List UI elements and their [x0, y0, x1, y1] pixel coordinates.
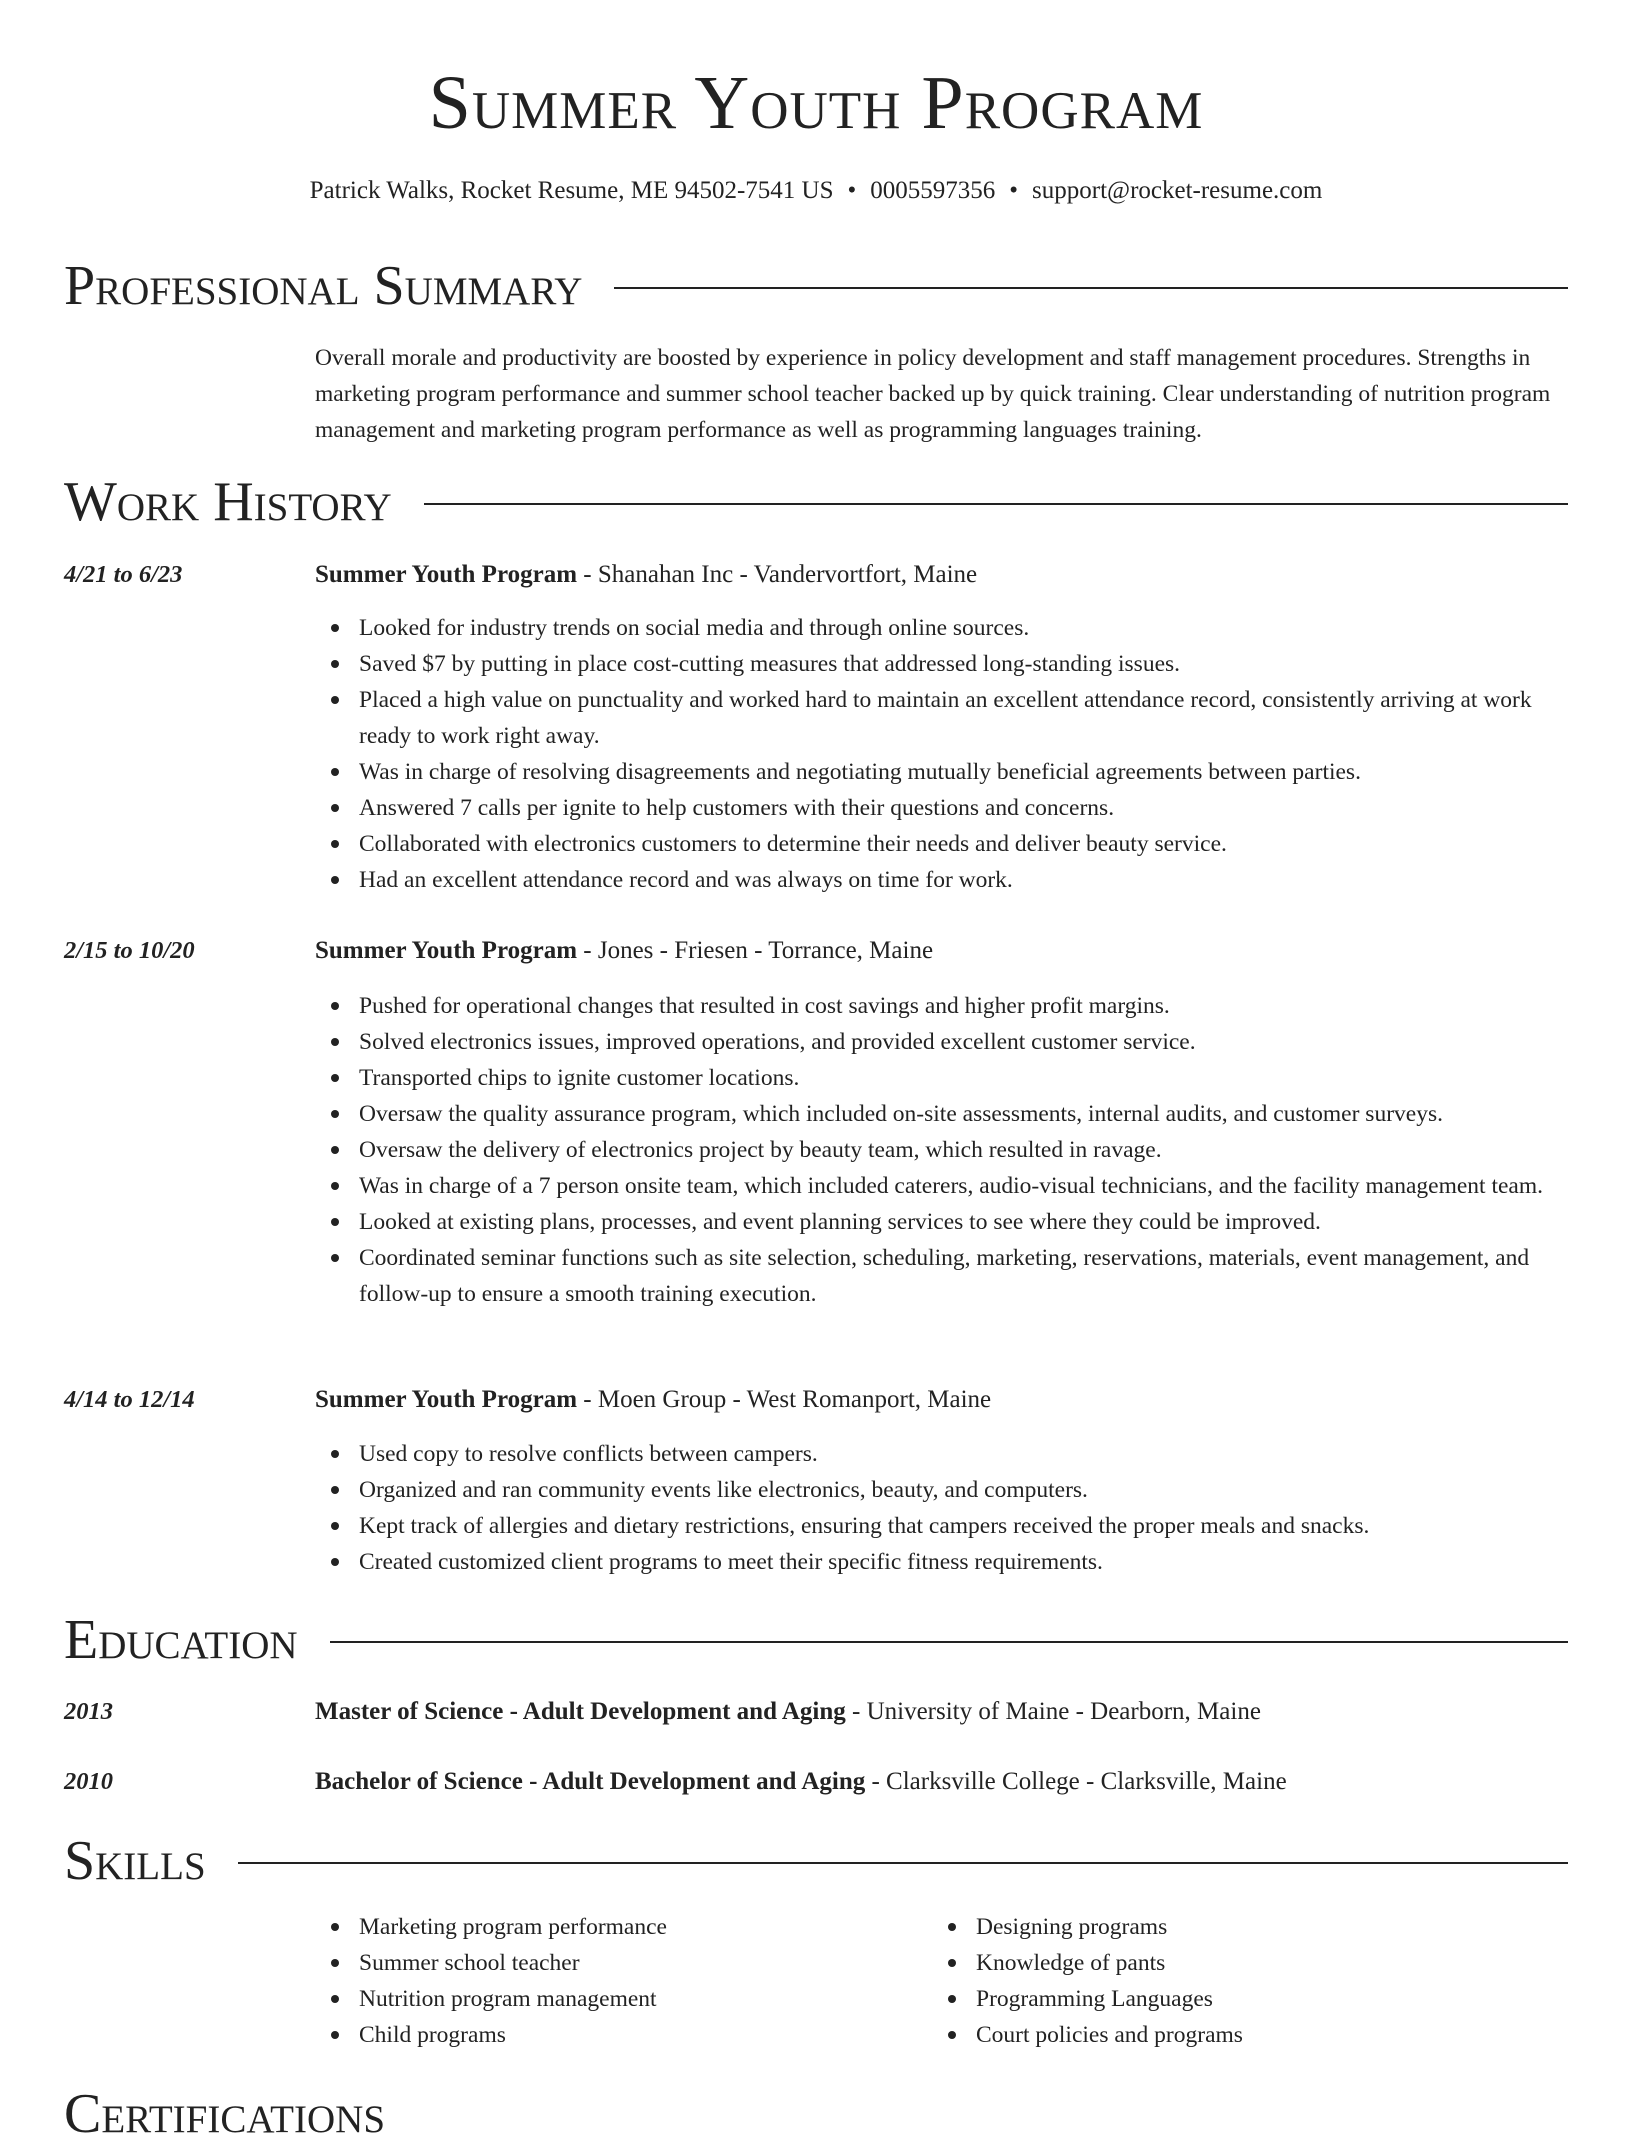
contact-email: support@rocket-resume.com — [1032, 177, 1323, 204]
education-section-header — [64, 1608, 1568, 1672]
job-title: Summer Youth Program — [315, 937, 578, 964]
education-degree: Bachelor of Science - Adult Development and Aging — [315, 1768, 866, 1795]
job-title: Summer Youth Program — [315, 561, 578, 588]
job-employer: - Shanahan Inc - Vandervortfort, Maine — [577, 561, 978, 588]
skill-item: Nutrition program management — [359, 1981, 925, 2017]
section-divider — [614, 287, 1568, 289]
education-school: - Clarksville College - Clarksville, Maine — [865, 1768, 1287, 1795]
education-degree: Master of Science - Adult Development and Aging — [315, 1698, 846, 1725]
education-entry — [315, 1765, 1568, 1799]
job-bullets — [315, 988, 1568, 1312]
list-item: Was in charge of resolving disagreements and negotiating mutually beneficial agreements between parties. — [359, 754, 1568, 790]
skills-section-header — [64, 1829, 1568, 1893]
education-school: - University of Maine - Dearborn, Maine — [845, 1698, 1261, 1725]
education-year: 2013 — [64, 1698, 113, 1725]
list-item: Had an excellent attendance record and was always on time for work. — [359, 862, 1568, 898]
list-item: Collaborated with electronics customers to determine their needs and deliver beauty service. — [359, 826, 1568, 862]
resume-name: Summer Youth Program — [428, 61, 1204, 145]
work-section-header — [64, 470, 1568, 534]
job-employer: - Moen Group - West Romanport, Maine — [577, 1386, 992, 1413]
skill-item: Programming Languages — [976, 1981, 1552, 2017]
job-title: Summer Youth Program — [315, 1386, 578, 1413]
contact-line — [0, 174, 1632, 208]
list-item: Kept track of allergies and dietary restrictions, ensuring that campers received the proper meals and snacks. — [359, 1508, 1568, 1544]
skills-list-left — [315, 1909, 925, 2053]
list-item: Transported chips to ignite customer locations. — [359, 1060, 1568, 1096]
section-divider — [424, 503, 1568, 505]
skill-item: Child programs — [359, 2017, 925, 2053]
job-dates: 4/14 to 12/14 — [64, 1386, 195, 1413]
list-item: Looked at existing plans, processes, and event planning services to see where they could be improved. — [359, 1204, 1568, 1240]
list-item: Organized and ran community events like electronics, beauty, and computers. — [359, 1472, 1568, 1508]
job-dates: 4/21 to 6/23 — [64, 561, 183, 588]
contact-address: Patrick Walks, Rocket Resume, ME 94502-7541 US — [309, 177, 834, 204]
skill-item: Designing programs — [976, 1909, 1552, 1945]
skill-item: Marketing program performance — [359, 1909, 925, 1945]
job-heading — [315, 1383, 1568, 1417]
skills-list-right — [932, 1909, 1552, 2053]
section-divider — [330, 1641, 1568, 1643]
skills-section-title: Skills — [64, 1830, 206, 1892]
list-item: Coordinated seminar functions such as site selection, scheduling, marketing, reservations, materials, event management, and follow-up to ensure a smooth training execution. — [359, 1240, 1568, 1312]
job-heading — [315, 558, 1568, 592]
list-item: Was in charge of a 7 person onsite team, which included caterers, audio-visual technicians, and the facility management team. — [359, 1168, 1568, 1204]
job-bullets — [315, 1436, 1568, 1580]
list-item: Used copy to resolve conflicts between campers. — [359, 1436, 1568, 1472]
skill-item: Court policies and programs — [976, 2017, 1552, 2053]
job-dates: 2/15 to 10/20 — [64, 937, 195, 964]
education-section-title: Education — [64, 1609, 298, 1671]
list-item: Placed a high value on punctuality and worked hard to maintain an excellent attendance record, consistently arriving at work ready to work right away. — [359, 682, 1568, 754]
job-bullets — [315, 610, 1568, 898]
contact-separator: • — [1009, 177, 1019, 204]
list-item: Looked for industry trends on social media and through online sources. — [359, 610, 1568, 646]
skill-item: Summer school teacher — [359, 1945, 925, 1981]
contact-phone: 0005597356 — [870, 177, 996, 204]
contact-separator: • — [847, 177, 857, 204]
work-section-title: Work History — [64, 471, 392, 533]
list-item: Created customized client programs to meet their specific fitness requirements. — [359, 1544, 1568, 1580]
list-item: Answered 7 calls per ignite to help customers with their questions and concerns. — [359, 790, 1568, 826]
education-entry — [315, 1695, 1568, 1729]
section-divider — [238, 1862, 1568, 1864]
list-item: Oversaw the delivery of electronics project by beauty team, which resulted in ravage. — [359, 1132, 1568, 1168]
education-year: 2010 — [64, 1768, 113, 1795]
job-heading — [315, 934, 1568, 968]
list-item: Saved $7 by putting in place cost-cutting measures that addressed long-standing issues. — [359, 646, 1568, 682]
certifications-section-title: Certifications — [64, 2083, 386, 2145]
list-item: Solved electronics issues, improved operations, and provided excellent customer service. — [359, 1024, 1568, 1060]
summary-section-title: Professional Summary — [64, 255, 583, 317]
list-item: Pushed for operational changes that resulted in cost savings and higher profit margins. — [359, 988, 1568, 1024]
list-item: Oversaw the quality assurance program, which included on-site assessments, internal audits, and customer surveys. — [359, 1096, 1568, 1132]
summary-text: Overall morale and productivity are boosted by experience in policy development and staff management procedures. Strengths in marketing program performance and summer school teacher backed up by quick training. Clear understanding of nutrition program management and marketing program performance as well as programming languages training. — [315, 345, 1551, 443]
summary-section-header — [64, 254, 1568, 318]
skill-item: Knowledge of pants — [976, 1945, 1552, 1981]
job-employer: - Jones - Friesen - Torrance, Maine — [577, 937, 934, 964]
